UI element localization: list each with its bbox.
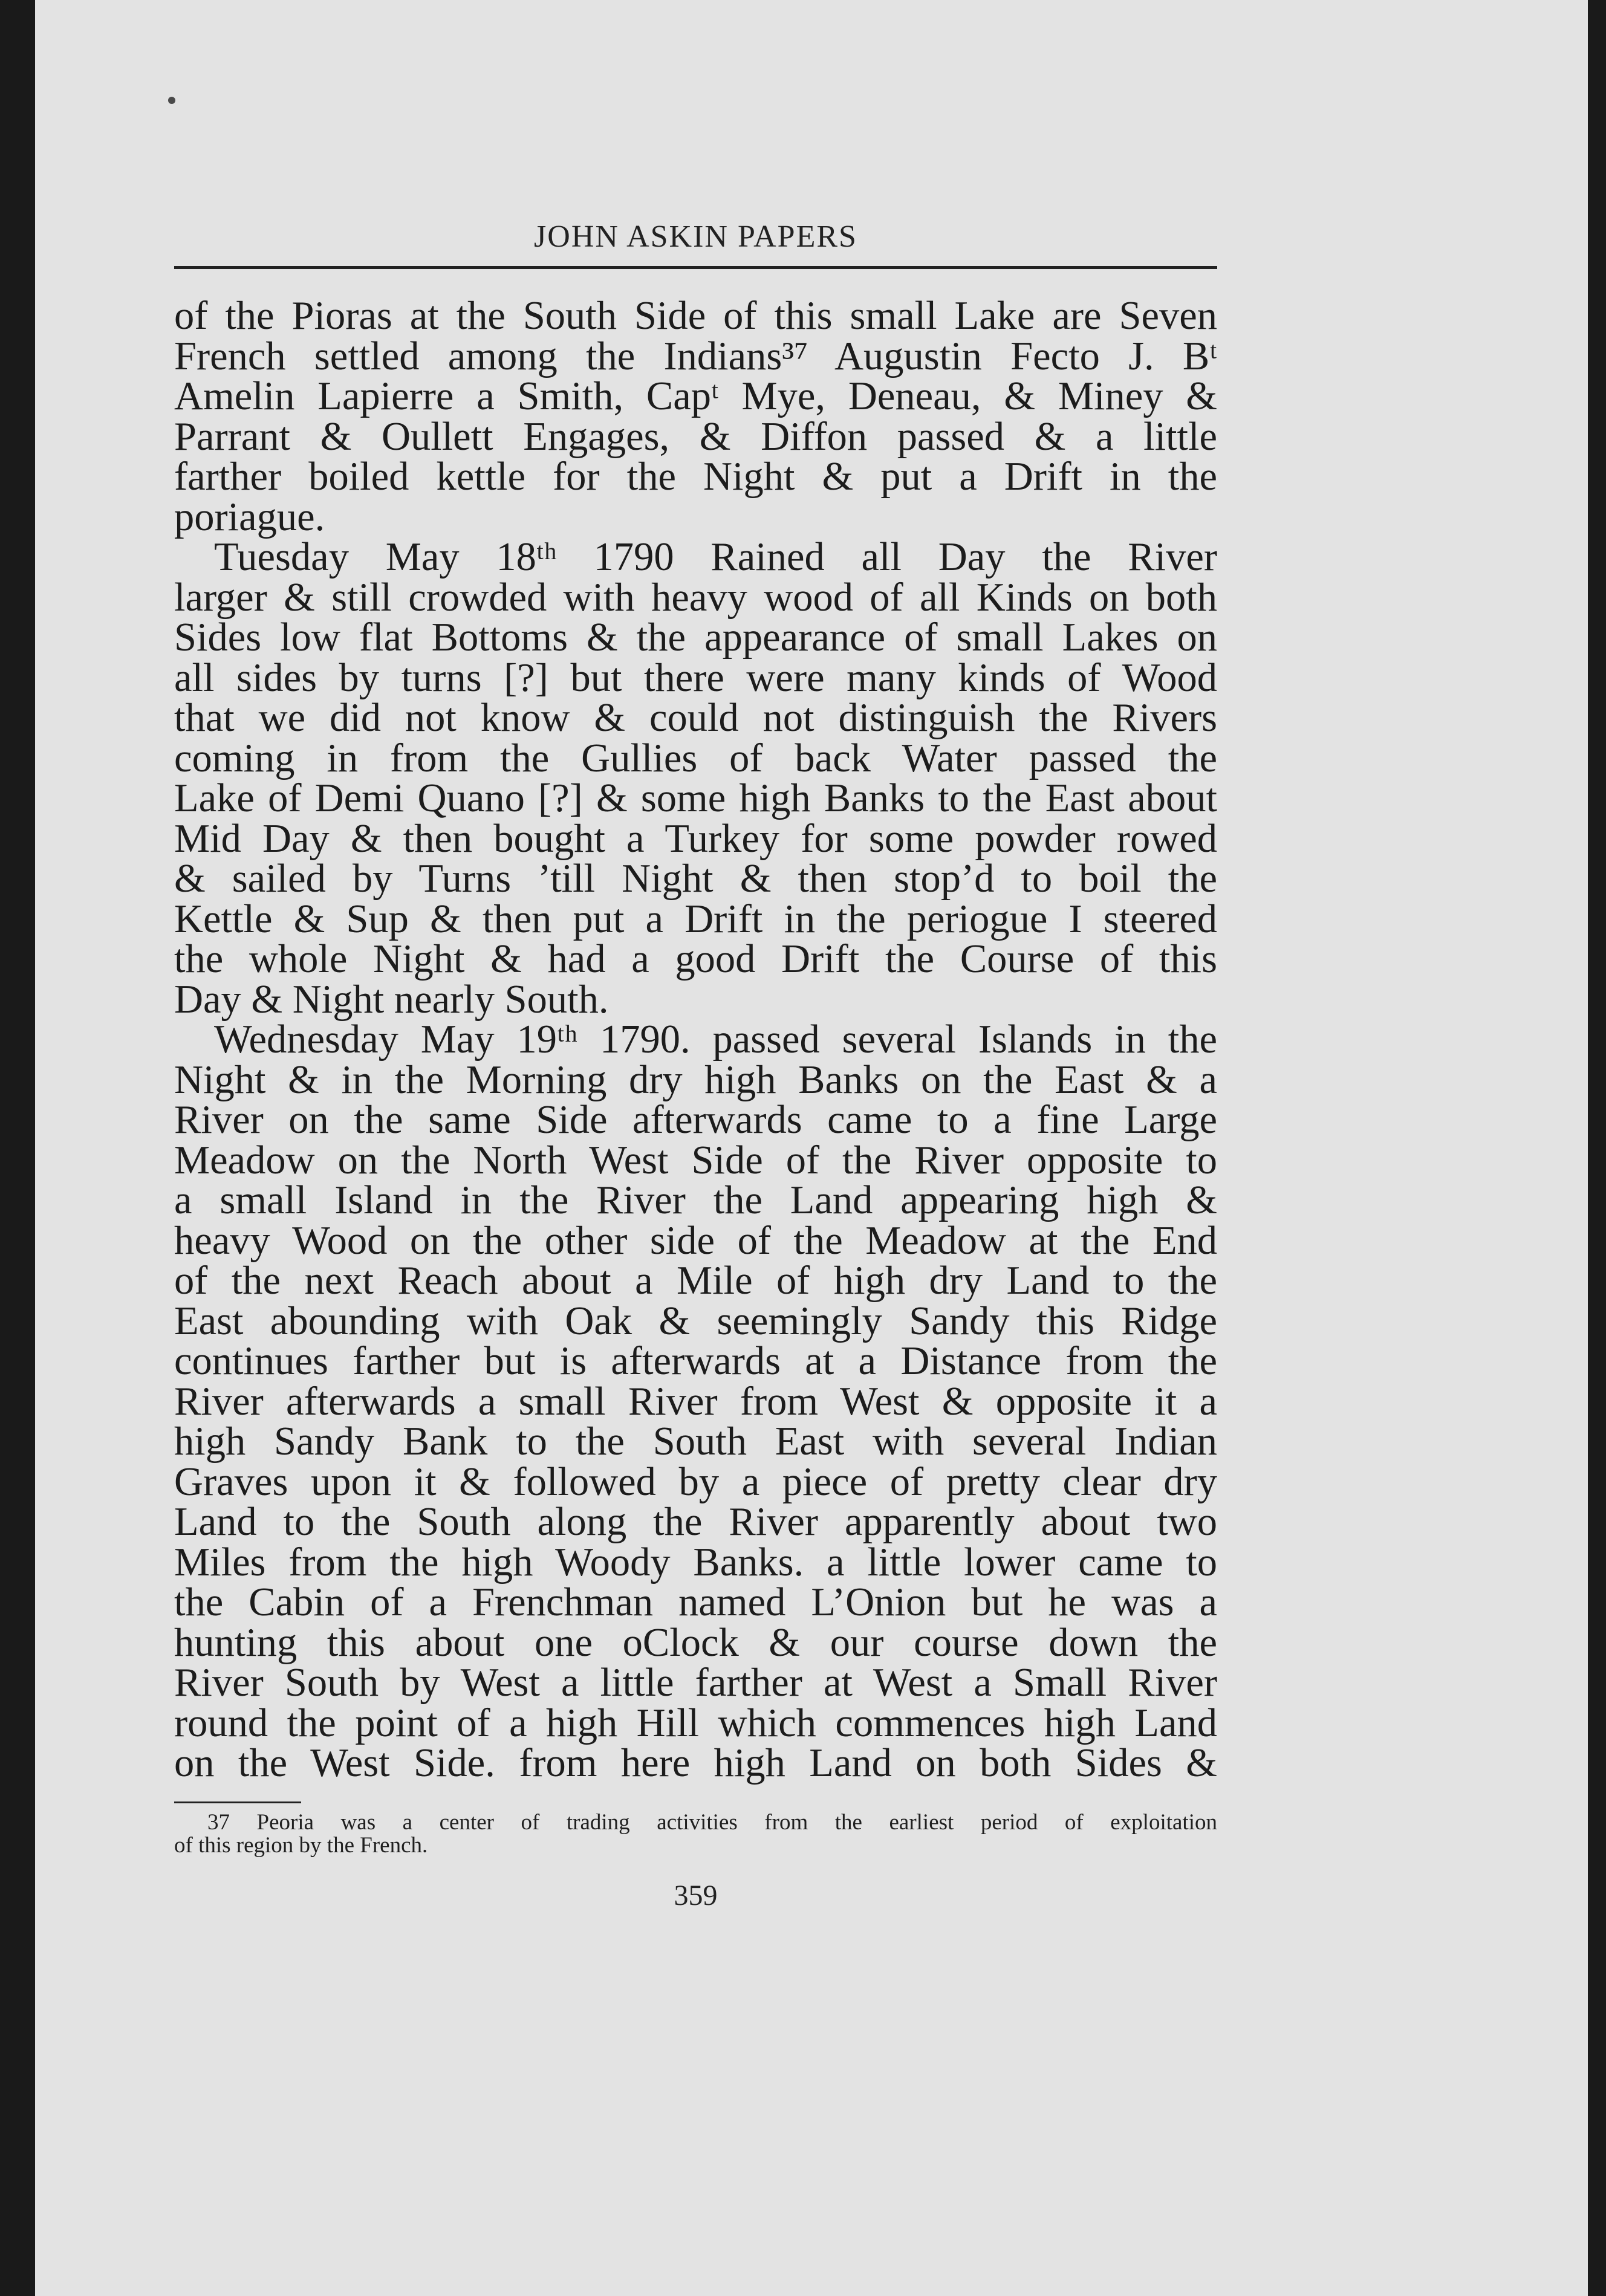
text-line: the Cabin of a Frenchman named L’Onion but he was a xyxy=(174,1580,1217,1624)
text-line: Mid Day & then bought a Turkey for some powder rowed xyxy=(174,816,1217,861)
text-line: that we did not know & could not distinguish the Rivers xyxy=(174,696,1217,740)
footnote-line: 37 Peoria was a center of trading activities from the earliest period of exploitation xyxy=(207,1810,1217,1835)
text-line: East abounding with Oak & seemingly Sandy this Ridge xyxy=(174,1299,1217,1343)
body-text xyxy=(174,296,1217,1784)
text-line: Lake of Demi Quano [?] & some high Banks to the East about xyxy=(174,776,1217,820)
text-line: Amelin Lapierre a Smith, Capᵗ Mye, Deneau, & Miney & xyxy=(174,374,1217,418)
footnote xyxy=(174,1811,1217,1857)
text-line: River on the same Side afterwards came to a fine Large xyxy=(174,1098,1217,1142)
text-line: on the West Side. from here high Land on both Sides & xyxy=(174,1741,1217,1785)
dust-speck xyxy=(168,97,175,104)
text-line: round the point of a high Hill which commences high Land xyxy=(174,1701,1217,1745)
text-line: high Sandy Bank to the South East with several Indian xyxy=(174,1419,1217,1464)
page-number: 359 xyxy=(674,1879,718,1912)
header-rule xyxy=(174,266,1217,269)
footnote-rule xyxy=(174,1801,301,1803)
text-line: Miles from the high Woody Banks. a little lower came to xyxy=(174,1540,1217,1584)
text-line: River South by West a little farther at West a Small River xyxy=(174,1661,1217,1705)
running-head: JOHN ASKIN PAPERS xyxy=(534,219,857,254)
text-line: hunting this about one oClock & our course down the xyxy=(174,1620,1217,1665)
text-line: continues farther but is afterwards at a Distance from the xyxy=(174,1339,1217,1383)
text-line: Meadow on the North West Side of the River opposite to xyxy=(174,1138,1217,1182)
text-line: heavy Wood on the other side of the Meadow at the End xyxy=(174,1218,1217,1263)
text-line: French settled among the Indians³⁷ Augustin Fecto J. Bᵗ xyxy=(174,334,1217,378)
text-line: farther boiled kettle for the Night & put a Drift in the xyxy=(174,455,1217,499)
text-line: Land to the South along the River apparently about two xyxy=(174,1500,1217,1544)
text-line: of the Pioras at the South Side of this small Lake are Seven xyxy=(174,294,1217,338)
text-line: & sailed by Turns ’till Night & then stop’d to boil the xyxy=(174,857,1217,901)
text-line: of the next Reach about a Mile of high dry Land to the xyxy=(174,1259,1217,1303)
text-line: Wednesday May 19ᵗʰ 1790. passed several Islands in the xyxy=(214,1017,1217,1062)
page xyxy=(35,0,1588,2296)
text-line: Parrant & Oullett Engages, & Diffon passed & a little xyxy=(174,414,1217,459)
text-line: Day & Night nearly South. xyxy=(174,977,609,1022)
text-line: a small Island in the River the Land appearing high & xyxy=(174,1178,1217,1222)
footnote-line: of this region by the French. xyxy=(174,1833,428,1858)
text-line: Graves upon it & followed by a piece of pretty clear dry xyxy=(174,1459,1217,1504)
text-line: coming in from the Gullies of back Water passed the xyxy=(174,736,1217,780)
text-line: Night & in the Morning dry high Banks on the East & a xyxy=(174,1057,1217,1102)
text-line: Sides low flat Bottoms & the appearance of small Lakes on xyxy=(174,615,1217,660)
text-line: larger & still crowded with heavy wood of all Kinds on both xyxy=(174,575,1217,620)
text-line: poriague. xyxy=(174,495,325,539)
text-line: all sides by turns [?] but there were many kinds of Wood xyxy=(174,655,1217,700)
text-line: River afterwards a small River from West & opposite it a xyxy=(174,1379,1217,1424)
text-line: Tuesday May 18ᵗʰ 1790 Rained all Day the River xyxy=(214,535,1217,579)
text-line: the whole Night & had a good Drift the Course of this xyxy=(174,937,1217,981)
text-line: Kettle & Sup & then put a Drift in the periogue I steered xyxy=(174,897,1217,941)
